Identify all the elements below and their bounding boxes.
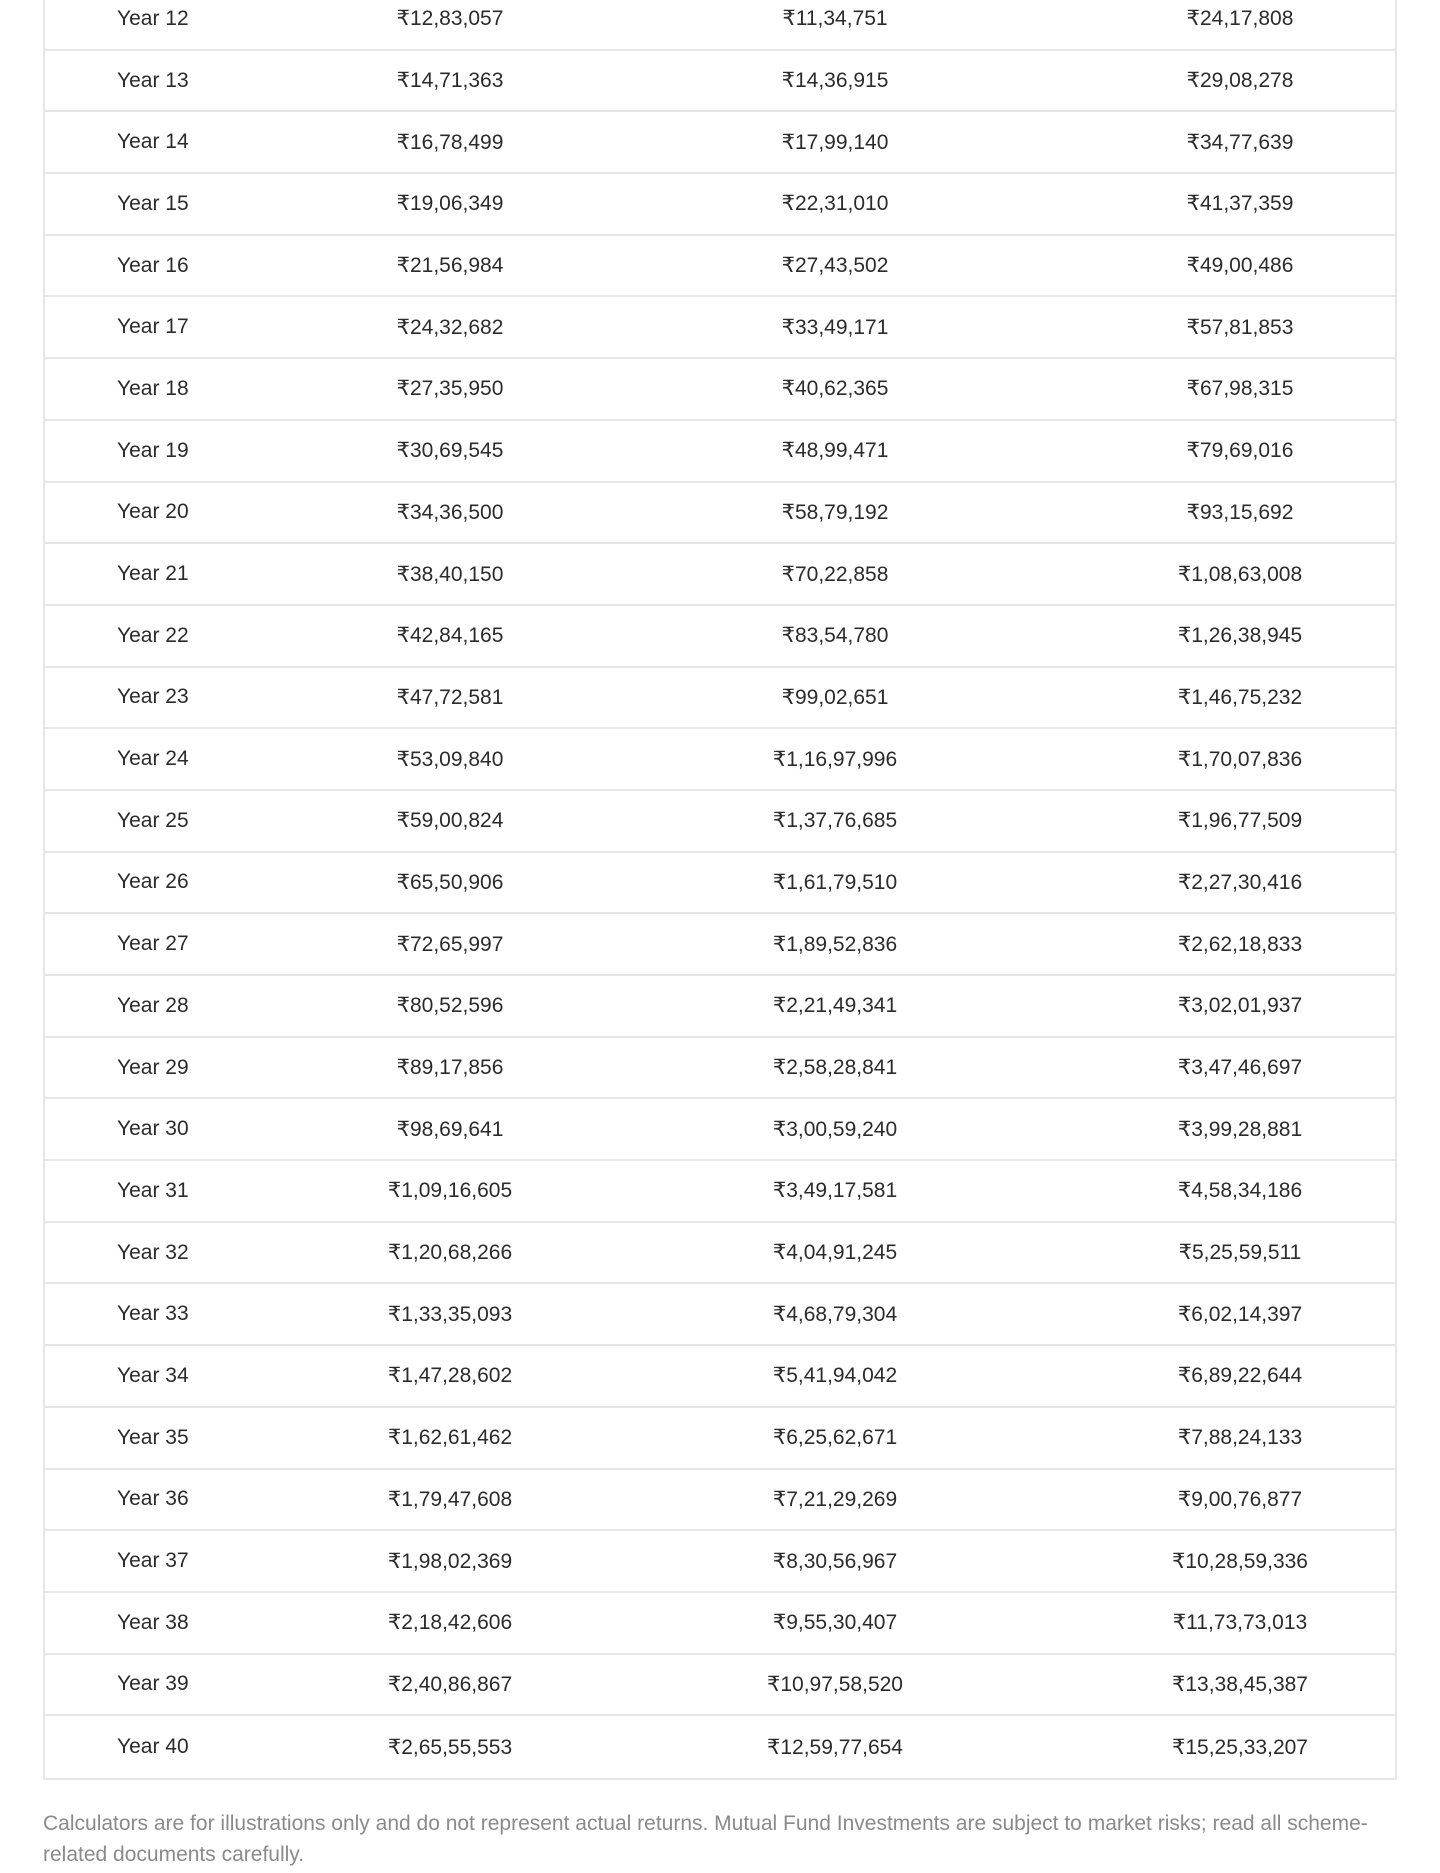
value-cell: ₹1,08,63,008 xyxy=(1177,562,1303,586)
value-cell: ₹41,37,359 xyxy=(1186,192,1294,216)
value-cell: ₹34,77,639 xyxy=(1186,130,1294,154)
value-cell: ₹3,99,28,881 xyxy=(1177,1117,1303,1141)
year-cell: Year 18 xyxy=(117,376,189,400)
table-row xyxy=(45,1531,1395,1593)
value-cell: ₹1,47,28,602 xyxy=(387,1364,513,1388)
year-cell: Year 32 xyxy=(117,1240,189,1264)
value-cell: ₹34,36,500 xyxy=(396,500,504,524)
value-cell: ₹2,18,42,606 xyxy=(387,1611,513,1635)
table-row xyxy=(45,791,1395,853)
value-cell: ₹83,54,780 xyxy=(781,624,889,648)
year-cell: Year 39 xyxy=(117,1672,189,1696)
value-cell: ₹1,61,79,510 xyxy=(772,870,898,894)
table-row xyxy=(45,1408,1395,1470)
table-row xyxy=(45,976,1395,1038)
value-cell: ₹14,36,915 xyxy=(781,69,889,93)
value-cell: ₹7,21,29,269 xyxy=(772,1487,898,1511)
value-cell: ₹57,81,853 xyxy=(1186,315,1294,339)
table-row xyxy=(45,359,1395,421)
value-cell: ₹2,65,55,553 xyxy=(387,1735,513,1759)
table-row xyxy=(45,1716,1395,1778)
value-cell: ₹1,46,75,232 xyxy=(1177,685,1303,709)
value-cell: ₹22,31,010 xyxy=(781,192,889,216)
year-cell: Year 15 xyxy=(117,191,189,215)
year-cell: Year 25 xyxy=(117,808,189,832)
table-row xyxy=(45,483,1395,545)
value-cell: ₹49,00,486 xyxy=(1186,254,1294,278)
value-cell: ₹98,69,641 xyxy=(396,1117,504,1141)
table-row xyxy=(45,1593,1395,1655)
value-cell: ₹59,00,824 xyxy=(396,809,504,833)
value-cell: ₹1,09,16,605 xyxy=(387,1179,513,1203)
value-cell: ₹11,73,73,013 xyxy=(1172,1611,1308,1635)
table-row xyxy=(45,297,1395,359)
value-cell: ₹6,25,62,671 xyxy=(772,1426,898,1450)
value-cell: ₹67,98,315 xyxy=(1186,377,1294,401)
value-cell: ₹53,09,840 xyxy=(396,747,504,771)
value-cell: ₹4,68,79,304 xyxy=(772,1302,898,1326)
value-cell: ₹1,16,97,996 xyxy=(772,747,898,771)
value-cell: ₹17,99,140 xyxy=(781,130,889,154)
table-row xyxy=(45,729,1395,791)
value-cell: ₹6,02,14,397 xyxy=(1177,1302,1303,1326)
year-cell: Year 38 xyxy=(117,1610,189,1634)
value-cell: ₹2,62,18,833 xyxy=(1177,932,1303,956)
year-cell: Year 28 xyxy=(117,993,189,1017)
year-cell: Year 21 xyxy=(117,562,189,586)
table-row xyxy=(45,0,1395,51)
value-cell: ₹1,26,38,945 xyxy=(1177,624,1303,648)
year-cell: Year 34 xyxy=(117,1363,189,1387)
table-row xyxy=(45,1099,1395,1161)
value-cell: ₹3,00,59,240 xyxy=(772,1117,898,1141)
year-cell: Year 35 xyxy=(117,1425,189,1449)
value-cell: ₹27,35,950 xyxy=(396,377,504,401)
value-cell: ₹1,98,02,369 xyxy=(387,1549,513,1573)
year-cell: Year 17 xyxy=(117,315,189,339)
year-cell: Year 16 xyxy=(117,253,189,277)
value-cell: ₹1,96,77,509 xyxy=(1177,809,1303,833)
value-cell: ₹3,02,01,937 xyxy=(1177,994,1303,1018)
value-cell: ₹10,28,59,336 xyxy=(1172,1549,1308,1573)
value-cell: ₹2,27,30,416 xyxy=(1177,870,1303,894)
value-cell: ₹7,88,24,133 xyxy=(1177,1426,1303,1450)
value-cell: ₹29,08,278 xyxy=(1186,69,1294,93)
value-cell: ₹19,06,349 xyxy=(396,192,504,216)
disclaimer-text: Calculators are for illustrations only and do not represent actual returns. Mutual Fund Investments are subject to market risks; read all scheme-related documents carefully. xyxy=(43,1812,1368,1866)
value-cell: ₹80,52,596 xyxy=(396,994,504,1018)
year-cell: Year 22 xyxy=(117,623,189,647)
value-cell: ₹40,62,365 xyxy=(781,377,889,401)
value-cell: ₹33,49,171 xyxy=(781,315,889,339)
projection-table xyxy=(43,0,1397,1780)
value-cell: ₹8,30,56,967 xyxy=(772,1549,898,1573)
value-cell: ₹14,71,363 xyxy=(396,69,504,93)
value-cell: ₹79,69,016 xyxy=(1186,439,1294,463)
value-cell: ₹27,43,502 xyxy=(781,254,889,278)
year-cell: Year 33 xyxy=(117,1302,189,1326)
table-row xyxy=(45,606,1395,668)
table-row xyxy=(45,1038,1395,1100)
value-cell: ₹21,56,984 xyxy=(396,254,504,278)
table-row xyxy=(45,1161,1395,1223)
table-row xyxy=(45,236,1395,298)
table-row xyxy=(45,1655,1395,1717)
value-cell: ₹48,99,471 xyxy=(781,439,889,463)
year-cell: Year 13 xyxy=(117,68,189,92)
year-cell: Year 29 xyxy=(117,1055,189,1079)
value-cell: ₹12,59,77,654 xyxy=(767,1735,903,1759)
value-cell: ₹4,58,34,186 xyxy=(1177,1179,1303,1203)
value-cell: ₹15,25,33,207 xyxy=(1172,1735,1308,1759)
table-row xyxy=(45,1223,1395,1285)
value-cell: ₹2,58,28,841 xyxy=(772,1056,898,1080)
value-cell: ₹5,41,94,042 xyxy=(772,1364,898,1388)
value-cell: ₹6,89,22,644 xyxy=(1177,1364,1303,1388)
value-cell: ₹3,47,46,697 xyxy=(1177,1056,1303,1080)
year-cell: Year 12 xyxy=(117,6,189,30)
year-cell: Year 26 xyxy=(117,870,189,894)
value-cell: ₹1,89,52,836 xyxy=(772,932,898,956)
year-cell: Year 24 xyxy=(117,747,189,771)
value-cell: ₹99,02,651 xyxy=(781,685,889,709)
value-cell: ₹11,34,751 xyxy=(782,7,888,31)
value-cell: ₹30,69,545 xyxy=(396,439,504,463)
value-cell: ₹2,21,49,341 xyxy=(772,994,898,1018)
year-cell: Year 19 xyxy=(117,438,189,462)
year-cell: Year 30 xyxy=(117,1117,189,1141)
value-cell: ₹42,84,165 xyxy=(396,624,504,648)
table-row xyxy=(45,668,1395,730)
value-cell: ₹1,79,47,608 xyxy=(387,1487,513,1511)
value-cell: ₹38,40,150 xyxy=(396,562,504,586)
table-row xyxy=(45,112,1395,174)
year-cell: Year 23 xyxy=(117,685,189,709)
table-row xyxy=(45,914,1395,976)
value-cell: ₹58,79,192 xyxy=(781,500,889,524)
value-cell: ₹13,38,45,387 xyxy=(1172,1672,1308,1696)
year-cell: Year 20 xyxy=(117,500,189,524)
value-cell: ₹1,37,76,685 xyxy=(772,809,898,833)
value-cell: ₹89,17,856 xyxy=(396,1056,504,1080)
table-row xyxy=(45,51,1395,113)
table-row xyxy=(45,421,1395,483)
year-cell: Year 40 xyxy=(117,1735,189,1759)
value-cell: ₹1,20,68,266 xyxy=(387,1241,513,1265)
value-cell: ₹2,40,86,867 xyxy=(387,1672,513,1696)
table-row xyxy=(45,174,1395,236)
value-cell: ₹72,65,997 xyxy=(396,932,504,956)
value-cell: ₹65,50,906 xyxy=(396,870,504,894)
value-cell: ₹24,32,682 xyxy=(396,315,504,339)
value-cell: ₹24,17,808 xyxy=(1186,7,1294,31)
table-row xyxy=(45,544,1395,606)
value-cell: ₹5,25,59,511 xyxy=(1178,1241,1302,1265)
value-cell: ₹1,62,61,462 xyxy=(387,1426,513,1450)
value-cell: ₹16,78,499 xyxy=(396,130,504,154)
value-cell: ₹47,72,581 xyxy=(396,685,504,709)
value-cell: ₹93,15,692 xyxy=(1186,500,1294,524)
year-cell: Year 14 xyxy=(117,130,189,154)
table-row xyxy=(45,1284,1395,1346)
value-cell: ₹1,33,35,093 xyxy=(387,1302,513,1326)
year-cell: Year 36 xyxy=(117,1487,189,1511)
table-row xyxy=(45,1470,1395,1532)
value-cell: ₹9,00,76,877 xyxy=(1177,1487,1303,1511)
year-cell: Year 27 xyxy=(117,932,189,956)
value-cell: ₹3,49,17,581 xyxy=(772,1179,898,1203)
value-cell: ₹9,55,30,407 xyxy=(772,1611,898,1635)
table-row xyxy=(45,1346,1395,1408)
year-cell: Year 37 xyxy=(117,1549,189,1573)
year-cell: Year 31 xyxy=(117,1178,189,1202)
value-cell: ₹10,97,58,520 xyxy=(767,1672,903,1696)
value-cell: ₹12,83,057 xyxy=(396,7,504,31)
value-cell: ₹4,04,91,245 xyxy=(772,1241,898,1265)
value-cell: ₹70,22,858 xyxy=(781,562,889,586)
table-row xyxy=(45,853,1395,915)
value-cell: ₹1,70,07,836 xyxy=(1177,747,1303,771)
